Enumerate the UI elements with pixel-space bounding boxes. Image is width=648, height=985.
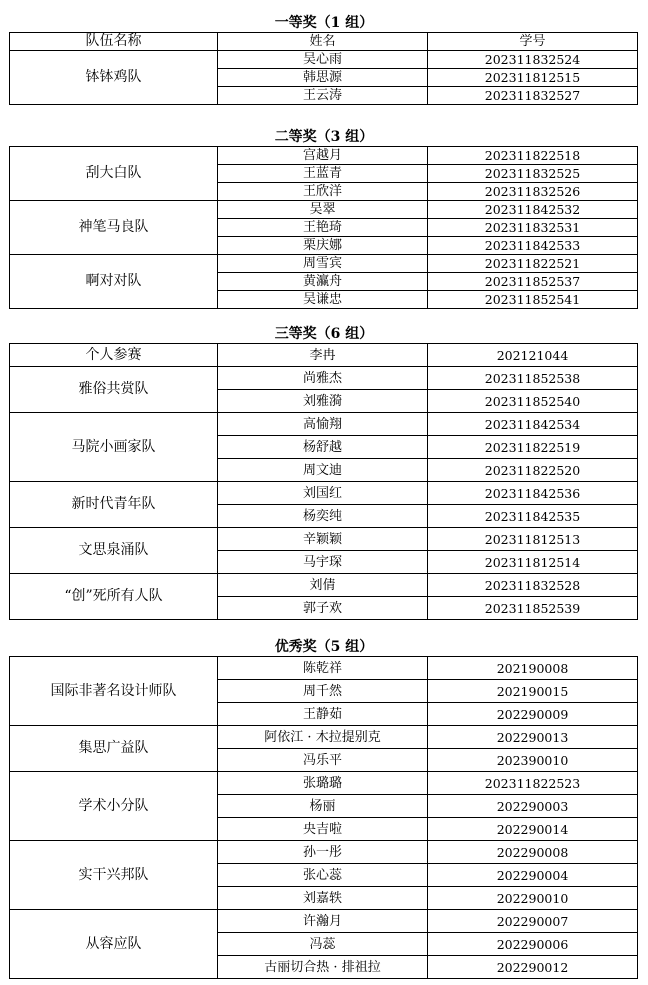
award-section-third (0, 325, 648, 620)
member-name-cell: 刘嘉轶 (218, 887, 428, 910)
member-name-cell: 刘国红 (218, 482, 428, 505)
student-id-cell: 202311842533 (428, 237, 638, 255)
table-row (10, 413, 638, 436)
student-id-cell: 202311832525 (428, 165, 638, 183)
table-row (10, 841, 638, 864)
student-id-cell: 202311852537 (428, 273, 638, 291)
member-name-cell: 宫越月 (218, 147, 428, 165)
award-table (9, 343, 638, 620)
team-name-cell: 马院小画家队 (10, 413, 218, 482)
student-id-cell: 202290006 (428, 933, 638, 956)
student-id-cell: 202290009 (428, 703, 638, 726)
column-header: 姓名 (218, 33, 428, 51)
member-name-cell: 许瀚月 (218, 910, 428, 933)
member-name-cell: 吴心雨 (218, 51, 428, 69)
table-row (10, 367, 638, 390)
member-name-cell: 王静茹 (218, 703, 428, 726)
table-row (10, 657, 638, 680)
member-name-cell: 郭子欢 (218, 597, 428, 620)
student-id-cell: 202290013 (428, 726, 638, 749)
member-name-cell: 杨丽 (218, 795, 428, 818)
student-id-cell: 202311852539 (428, 597, 638, 620)
table-row (10, 255, 638, 273)
team-name-cell: 国际非著名设计师队 (10, 657, 218, 726)
member-name-cell: 王蓝青 (218, 165, 428, 183)
table-row (10, 772, 638, 795)
student-id-cell: 202311822520 (428, 459, 638, 482)
column-header: 队伍名称 (10, 33, 218, 51)
member-name-cell: 黄灜舟 (218, 273, 428, 291)
student-id-cell: 202290014 (428, 818, 638, 841)
member-name-cell: 杨奕纯 (218, 505, 428, 528)
table-row (10, 910, 638, 933)
member-name-cell: 韩思源 (218, 69, 428, 87)
award-section-first (0, 14, 648, 105)
member-name-cell: 周雪宾 (218, 255, 428, 273)
table-row (10, 726, 638, 749)
award-section-second (0, 128, 648, 309)
student-id-cell: 202311822521 (428, 255, 638, 273)
member-name-cell: 张心蕊 (218, 864, 428, 887)
section-title: 优秀奖（5 组） (274, 639, 374, 655)
member-name-cell: 陈乾祥 (218, 657, 428, 680)
member-name-cell: 冯乐平 (218, 749, 428, 772)
team-name-cell: 文思泉涌队 (10, 528, 218, 574)
student-id-cell: 202311832524 (428, 51, 638, 69)
table-row (10, 344, 638, 367)
award-table (9, 146, 638, 309)
team-name-cell: 集思广益队 (10, 726, 218, 772)
member-name-cell: 吴翠 (218, 201, 428, 219)
student-id-cell: 202190015 (428, 680, 638, 703)
student-id-cell: 202311842535 (428, 505, 638, 528)
member-name-cell: 李冉 (218, 344, 428, 367)
student-id-cell: 202290003 (428, 795, 638, 818)
student-id-cell: 202311842534 (428, 413, 638, 436)
student-id-cell: 202311842532 (428, 201, 638, 219)
student-id-cell: 202290007 (428, 910, 638, 933)
team-name-cell: 实干兴邦队 (10, 841, 218, 910)
table-row (10, 201, 638, 219)
section-title: 一等奖（1 组） (274, 15, 374, 31)
team-name-cell: 啊对对队 (10, 255, 218, 309)
table-row (10, 482, 638, 505)
member-name-cell: 周文迪 (218, 459, 428, 482)
team-name-cell: 新时代青年队 (10, 482, 218, 528)
student-id-cell: 202311812515 (428, 69, 638, 87)
team-name-cell: 刮大白队 (10, 147, 218, 201)
team-name-cell: 个人参赛 (10, 344, 218, 367)
member-name-cell: 吴谦忠 (218, 291, 428, 309)
student-id-cell: 202390010 (428, 749, 638, 772)
student-id-cell: 202311852540 (428, 390, 638, 413)
team-name-cell: 雅俗共赏队 (10, 367, 218, 413)
member-name-cell: 冯蕊 (218, 933, 428, 956)
award-section-excellence (0, 638, 648, 979)
team-name-cell: 钵钵鸡队 (10, 51, 218, 105)
student-id-cell: 202311822519 (428, 436, 638, 459)
member-name-cell: 央吉啦 (218, 818, 428, 841)
table-row (10, 51, 638, 69)
table-row (10, 147, 638, 165)
member-name-cell: 杨舒越 (218, 436, 428, 459)
member-name-cell: 王欣洋 (218, 183, 428, 201)
member-name-cell: 尚雅杰 (218, 367, 428, 390)
member-name-cell: 马宇琛 (218, 551, 428, 574)
student-id-cell: 202190008 (428, 657, 638, 680)
student-id-cell: 202311822518 (428, 147, 638, 165)
student-id-cell: 202311812513 (428, 528, 638, 551)
member-name-cell: 刘雅漪 (218, 390, 428, 413)
member-name-cell: 王云涛 (218, 87, 428, 105)
member-name-cell: 周千然 (218, 680, 428, 703)
member-name-cell: 孙一彤 (218, 841, 428, 864)
team-name-cell: 神笔马良队 (10, 201, 218, 255)
member-name-cell: 张璐璐 (218, 772, 428, 795)
member-name-cell: 王艳琦 (218, 219, 428, 237)
student-id-cell: 202290010 (428, 887, 638, 910)
student-id-cell: 202311832531 (428, 219, 638, 237)
team-name-cell: “创”死所有人队 (10, 574, 218, 620)
student-id-cell: 202290004 (428, 864, 638, 887)
student-id-cell: 202311842536 (428, 482, 638, 505)
student-id-cell: 202290012 (428, 956, 638, 979)
team-name-cell: 从容应队 (10, 910, 218, 979)
member-name-cell: 高愉翔 (218, 413, 428, 436)
member-name-cell: 古丽切合热 · 排祖拉 (218, 956, 428, 979)
student-id-cell: 202311832526 (428, 183, 638, 201)
member-name-cell: 辛颖颖 (218, 528, 428, 551)
table-row (10, 574, 638, 597)
member-name-cell: 刘倩 (218, 574, 428, 597)
student-id-cell: 202311822523 (428, 772, 638, 795)
award-table (9, 656, 638, 979)
section-title: 二等奖（3 组） (274, 129, 374, 145)
student-id-cell: 202311852541 (428, 291, 638, 309)
section-title: 三等奖（6 组） (274, 326, 374, 342)
column-header: 学号 (428, 33, 638, 51)
student-id-cell: 202311832528 (428, 574, 638, 597)
table-header-row (10, 33, 638, 51)
student-id-cell: 202311852538 (428, 367, 638, 390)
table-row (10, 528, 638, 551)
student-id-cell: 202121044 (428, 344, 638, 367)
member-name-cell: 阿依江 · 木拉提别克 (218, 726, 428, 749)
team-name-cell: 学术小分队 (10, 772, 218, 841)
member-name-cell: 栗庆娜 (218, 237, 428, 255)
student-id-cell: 202311832527 (428, 87, 638, 105)
student-id-cell: 202290008 (428, 841, 638, 864)
student-id-cell: 202311812514 (428, 551, 638, 574)
award-table (9, 32, 638, 105)
